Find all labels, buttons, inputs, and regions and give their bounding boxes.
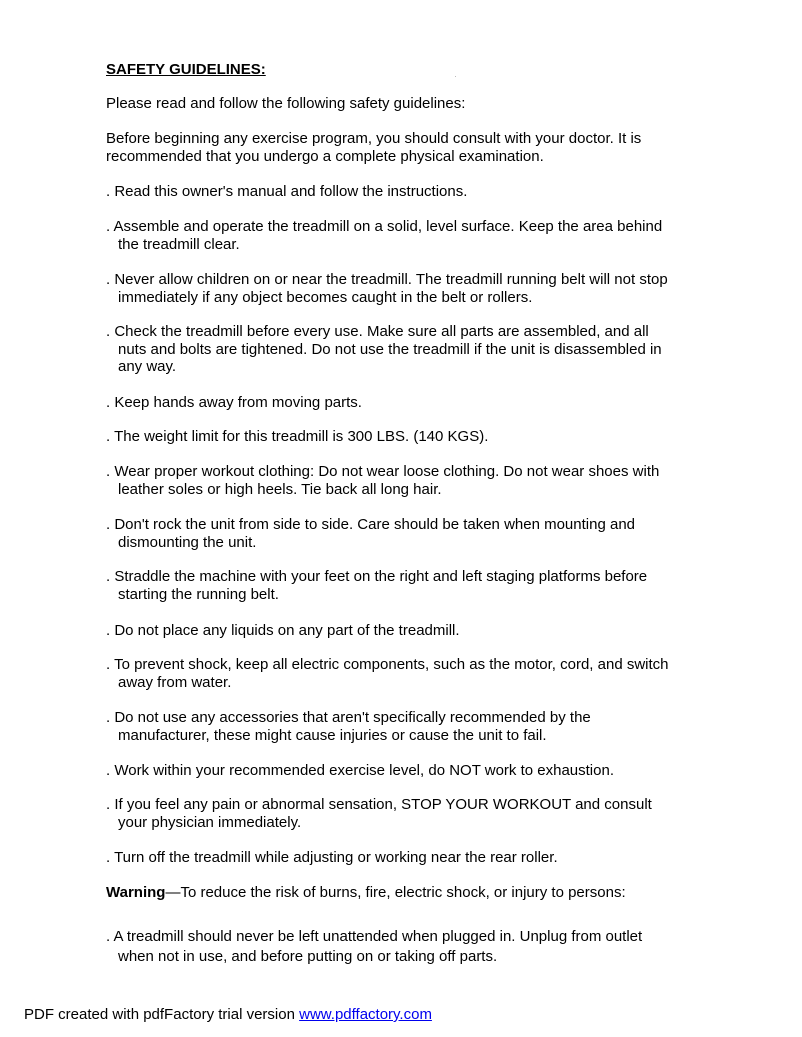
consult-line: recommended that you undergo a complete physical examination. bbox=[106, 147, 544, 165]
guideline-line: the treadmill clear. bbox=[118, 235, 240, 253]
guideline-line: any way. bbox=[118, 358, 177, 375]
guideline-item bbox=[106, 568, 647, 603]
guideline-line: . The weight limit for this treadmill is 300 LBS. (140 KGS). bbox=[106, 428, 489, 445]
footer-text: PDF created with pdfFactory trial version bbox=[24, 1006, 300, 1023]
guideline-line: away from water. bbox=[118, 673, 232, 691]
page-title: SAFETY GUIDELINES: bbox=[106, 61, 266, 78]
guideline-item bbox=[106, 323, 662, 376]
guideline-line: . Straddle the machine with your feet on the right and left staging platforms before bbox=[106, 568, 648, 585]
guideline-item bbox=[106, 709, 591, 744]
final-item-line: when not in use, and before putting on or taking off parts. bbox=[118, 948, 498, 965]
guideline-line: . Never allow children on or near the treadmill. The treadmill running belt will not stop bbox=[106, 271, 668, 288]
guideline-line: nuts and bolts are tightened. Do not use the treadmill if the unit is disassembled in bbox=[118, 340, 662, 358]
guideline-line: . If you feel any pain or abnormal sensation, STOP YOUR WORKOUT and consult bbox=[106, 796, 652, 813]
guideline-line: . Read this owner's manual and follow the instructions. bbox=[106, 183, 468, 200]
guideline-line: . Do not place any liquids on any part of the treadmill. bbox=[106, 622, 460, 639]
guideline-item bbox=[106, 762, 614, 780]
final-item bbox=[106, 927, 642, 967]
guideline-item bbox=[106, 656, 669, 691]
guideline-line: leather soles or high heels. Tie back all long hair. bbox=[118, 480, 442, 498]
guideline-item bbox=[106, 849, 558, 867]
guideline-line: . Don't rock the unit from side to side. Care should be taken when mounting and bbox=[106, 516, 635, 533]
guideline-line: manufacturer, these might cause injuries or cause the unit to fail. bbox=[118, 726, 547, 744]
scan-speck bbox=[455, 76, 456, 77]
warning-label: Warning bbox=[106, 884, 166, 901]
guideline-line: immediately if any object becomes caught in the belt or rollers. bbox=[118, 288, 533, 306]
pdf-footer bbox=[24, 1006, 432, 1023]
guideline-line: starting the running belt. bbox=[118, 585, 279, 603]
intro-text: Please read and follow the following safety guidelines: bbox=[106, 95, 466, 112]
guideline-line: dismounting the unit. bbox=[118, 533, 257, 551]
guideline-item bbox=[106, 516, 635, 551]
guideline-line: . Assemble and operate the treadmill on a solid, level surface. Keep the area behind bbox=[106, 218, 663, 235]
guideline-item bbox=[106, 428, 488, 446]
guideline-item bbox=[106, 218, 662, 253]
guideline-item bbox=[106, 463, 659, 498]
guideline-line: . To prevent shock, keep all electric components, such as the motor, cord, and switch bbox=[106, 656, 669, 673]
consult-paragraph bbox=[106, 130, 641, 165]
guideline-line: . Turn off the treadmill while adjusting or working near the rear roller. bbox=[106, 849, 558, 866]
guideline-item bbox=[106, 622, 460, 640]
guideline-line: . Keep hands away from moving parts. bbox=[106, 394, 362, 411]
guideline-item bbox=[106, 394, 362, 412]
final-item-line: . A treadmill should never be left unattended when plugged in. Unplug from outlet bbox=[106, 928, 643, 945]
guideline-item bbox=[106, 796, 652, 831]
guideline-item bbox=[106, 271, 668, 306]
guideline-line: your physician immediately. bbox=[118, 813, 302, 831]
pdffactory-link[interactable]: www.pdffactory.com bbox=[299, 1006, 432, 1023]
consult-line: Before beginning any exercise program, you should consult with your doctor. It is bbox=[106, 130, 642, 147]
guideline-line: . Wear proper workout clothing: Do not wear loose clothing. Do not wear shoes with bbox=[106, 463, 660, 480]
guideline-line: . Do not use any accessories that aren't specifically recommended by the bbox=[106, 709, 591, 726]
guideline-item bbox=[106, 183, 467, 201]
guideline-line: . Check the treadmill before every use. Make sure all parts are assembled, and all bbox=[106, 323, 649, 340]
warning-paragraph bbox=[106, 884, 626, 902]
warning-text: —To reduce the risk of burns, fire, electric shock, or injury to persons: bbox=[165, 884, 626, 901]
guideline-line: . Work within your recommended exercise level, do NOT work to exhaustion. bbox=[106, 762, 614, 779]
